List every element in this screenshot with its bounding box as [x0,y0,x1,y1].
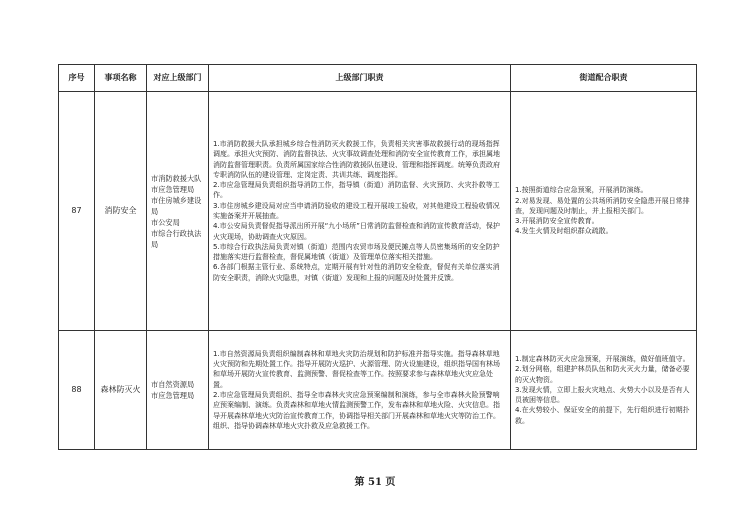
duty-paragraph: 3.市住房城乡建设局对应当申请消防验收的建设工程开展竣工验收，对其他建设工程验收情况实施备案并开展抽查。 [213,201,500,220]
row-serial: 88 [59,331,95,450]
header-superior-duties: 上级部门职责 [209,65,511,92]
street-duty-paragraph: 1.按照街道综合应急预案，开展消防演练。 [515,186,648,195]
header-item-name: 事项名称 [95,65,147,92]
dept-line: 市公安局 [151,217,180,227]
duty-paragraph: 1.市消防救援大队承担城乡综合性消防灭火救援工作，负责相关灾害事故救援行动的现场指挥调度。承担火灾预防、消防监督执法、火灾事故调查处理和消防安全宣传教育工作，承担属地消防监督管理职责。负责所属国家综合性消防救援队伍建设、管理和指挥调度。统筹负责政府专职消防队伍的建设管理、定岗定责、共训共练、调度指挥。 [213,139,500,179]
table-header-row [59,65,697,92]
row-superior-duties [209,92,511,331]
street-duty-paragraph: 3.发现火情，立即上报火灾地点、火势大小以及是否有人员被困等信息。 [515,385,690,405]
row-street-duties [511,331,697,450]
dept-line: 市消防救援大队 [151,173,202,183]
table-row [59,331,697,450]
duty-paragraph: 5.市综合行政执法局负责对镇（街道）范围内农贸市场及便民摊点等人员密集场所的安全防护措施落实进行监督检查，督促属地镇（街道）及管理单位落实相关措施。 [213,242,500,262]
table-row [59,92,697,331]
street-duty-paragraph: 3.开展消防安全宣传教育。 [515,217,599,226]
row-street-duties [511,92,697,331]
header-serial: 序号 [59,65,95,92]
dept-line: 市住房城乡建设局 [151,195,202,216]
row-departments [147,331,209,450]
row-departments [147,92,209,331]
header-street-duties: 街道配合职责 [511,65,697,92]
header-superior-dept: 对应上级部门 [147,65,209,92]
dept-line: 市应急管理局 [151,391,195,400]
street-duty-paragraph: 4.在火势较小、保证安全的前提下，先行组织进行初期扑救。 [515,406,690,425]
row-item-name: 森林防灭火 [95,331,147,450]
duty-paragraph: 2.市应急管理局负责组织、指导全市森林火灾应急预案编制和演练，参与全市森林火险预警响应预案编制、演练。负责森林和草地火情监测预警工作，发布森林和草地火险、火灾信息。指导开展森林草地火灾防治宣传教育工作，协调指导相关部门开展森林和草地火灾等防治工作。组织、指导协调森林草地火灾扑救及应急救援工作。 [213,391,500,430]
dept-line: 市综合行政执法局 [151,228,202,249]
dept-line: 市应急管理局 [151,184,195,194]
row-superior-duties [209,331,511,450]
page-number: 第 51 页 [354,477,396,488]
street-duty-paragraph: 1.制定森林防灭火应急预案，开展演练，做好值班值守。 [515,354,690,363]
row-serial: 87 [59,92,95,331]
street-duty-paragraph: 2.划分网格，组建护林员队伍和防火灭火力量，储备必要的灭火物资。 [515,365,690,384]
street-duty-paragraph: 4.发生火情及时组织群众疏散。 [515,227,613,236]
row-item-name: 消防安全 [95,92,147,331]
duty-paragraph: 1.市自然资源局负责组织编制森林和草地火灾防治规划和防护标准并指导实施。指导森林草地火灾预防和先期处置工作。指导开展防火巡护、火源管理、防火设施建设，组织指导国有林场和草场开展防火宣传教育、监测预警、督促检查等工作。按照要求参与森林草地火灾应急处置。 [213,349,500,389]
duty-paragraph: 4.市公安局负责督促指导派出所开展“九小场所”日常消防监督检查和消防宣传教育活动，保护火灾现场，协助调查火灾原因。 [213,222,500,241]
responsibility-table [58,64,697,450]
dept-line: 市自然资源局 [151,380,195,389]
street-duty-paragraph: 2.对易发现、易处置的公共场所消防安全隐患开展日常排查，发现问题及时制止，并上报相关部门。 [515,196,690,215]
duty-paragraph: 6.各部门根据主管行业、系统特点，定期开展有针对性的消防安全检查，督促有关单位落实消防安全职责，消除火灾隐患，对镇（街道）发现和上报的问题及时处置并反馈。 [213,263,500,282]
duty-paragraph: 2.市应急管理局负责组织指导消防工作，指导镇（街道）消防监督、火灾预防、火灾扑救等工作。 [213,181,500,200]
